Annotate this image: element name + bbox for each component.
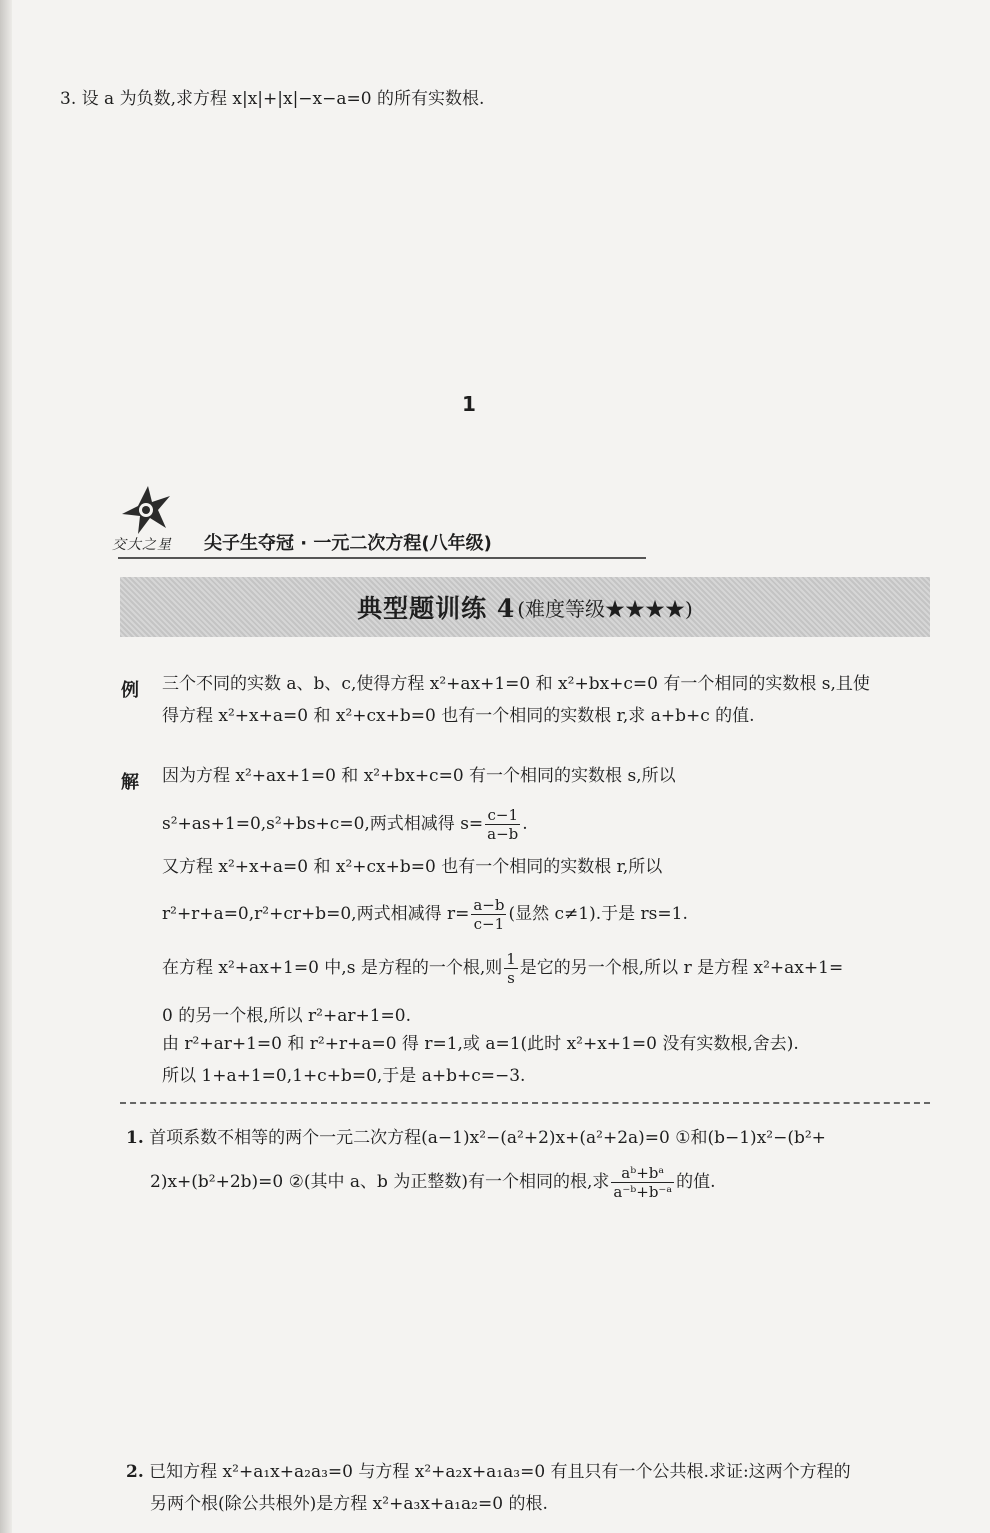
- fraction-numerator: a−b: [473, 896, 505, 914]
- difficulty-rating: (难度等级★★★★): [517, 596, 693, 621]
- fraction-denominator: c−1: [473, 915, 505, 933]
- solution-line-5: [162, 950, 843, 987]
- dashed-divider: [120, 1102, 930, 1104]
- problem-1-text: 首项系数不相等的两个一元二次方程(a−1)x²−(a²+2)x+(a²+2a)=0 ①和(b−1)x²−(b²+: [149, 1128, 826, 1148]
- problem-2-text: 已知方程 x²+a₁x+a₂a₃=0 与方程 x²+a₂x+a₁a₃=0 有且只有一个公共根.求证:这两个方程的: [149, 1462, 851, 1482]
- fraction-denominator: a⁻ᵇ+b⁻ᵃ: [613, 1183, 673, 1201]
- fraction-denominator: s: [507, 969, 515, 987]
- fraction-r: [471, 896, 506, 933]
- solution-line-5-text: 在方程 x²+ax+1=0 中,s 是方程的一个根,则: [162, 958, 503, 978]
- problem-2-line-2: 另两个根(除公共根外)是方程 x²+a₃x+a₁a₂=0 的根.: [150, 1494, 548, 1514]
- problem-2-line-1: [126, 1458, 851, 1486]
- solution-line-2-text: s²+as+1=0,s²+bs+c=0,两式相减得 s=: [162, 814, 484, 834]
- solution-line-4-end: (显然 c≠1).于是 rs=1.: [508, 904, 688, 924]
- page-edge-shadow: [0, 0, 12, 1533]
- solution-line-2-end: .: [522, 814, 528, 834]
- section-banner: [120, 577, 930, 637]
- problem-1-line-2: [150, 1164, 716, 1201]
- problem-1-line-2-text: 2)x+(b²+2b)=0 ②(其中 a、b 为正整数)有一个相同的根,求: [150, 1172, 610, 1192]
- brand-name: 交大之星: [112, 537, 172, 553]
- solution-tag: 解: [121, 772, 139, 793]
- solution-line-3: 又方程 x²+x+a=0 和 x²+cx+b=0 也有一个相同的实数根 r,所以: [162, 857, 663, 877]
- problem-1-line-1: [126, 1124, 826, 1152]
- example-line-1: 三个不同的实数 a、b、c,使得方程 x²+ax+1=0 和 x²+bx+c=0 有一个相同的实数根 s,且使: [162, 674, 870, 694]
- top-problem-3: 3. 设 a 为负数,求方程 x|x|+|x|−x−a=0 的所有实数根.: [60, 89, 485, 109]
- header-rule: [118, 557, 646, 559]
- solution-line-7: 由 r²+ar+1=0 和 r²+r+a=0 得 r=1,或 a=1(此时 x²+x+1=0 没有实数根,舍去).: [162, 1034, 799, 1054]
- page-number: 1: [462, 392, 476, 416]
- problem-2-number: 2.: [126, 1462, 144, 1482]
- book-title: 尖子生夺冠 · 一元二次方程(八年级): [204, 533, 492, 554]
- section-title: 典型题训练 4: [357, 594, 516, 623]
- solution-line-5-end: 是它的另一个根,所以 r 是方程 x²+ax+1=: [519, 958, 844, 978]
- solution-line-4: [162, 896, 688, 933]
- solution-line-6: 0 的另一个根,所以 r²+ar+1=0.: [162, 1006, 411, 1026]
- problem-1-line-2-end: 的值.: [676, 1172, 716, 1192]
- solution-line-1: 因为方程 x²+ax+1=0 和 x²+bx+c=0 有一个相同的实数根 s,所以: [162, 766, 676, 786]
- fraction-numerator: aᵇ+bᵃ: [611, 1164, 674, 1183]
- fraction-numerator: 1: [506, 950, 516, 968]
- solution-line-2: [162, 806, 528, 843]
- fraction-one-over-s: [504, 950, 518, 987]
- fraction-numerator: c−1: [485, 806, 520, 825]
- fraction-denominator: a−b: [487, 825, 519, 843]
- solution-line-4-text: r²+r+a=0,r²+cr+b=0,两式相减得 r=: [162, 904, 470, 924]
- fraction-s: [485, 806, 520, 843]
- example-tag: 例: [121, 680, 139, 701]
- example-line-2: 得方程 x²+x+a=0 和 x²+cx+b=0 也有一个相同的实数根 r,求 a+b+c 的值.: [162, 706, 755, 726]
- solution-line-8: 所以 1+a+1=0,1+c+b=0,于是 a+b+c=−3.: [162, 1066, 526, 1086]
- star-logo-icon: [112, 484, 192, 536]
- problem-1-number: 1.: [126, 1128, 144, 1148]
- fraction-power-expression: [611, 1164, 674, 1201]
